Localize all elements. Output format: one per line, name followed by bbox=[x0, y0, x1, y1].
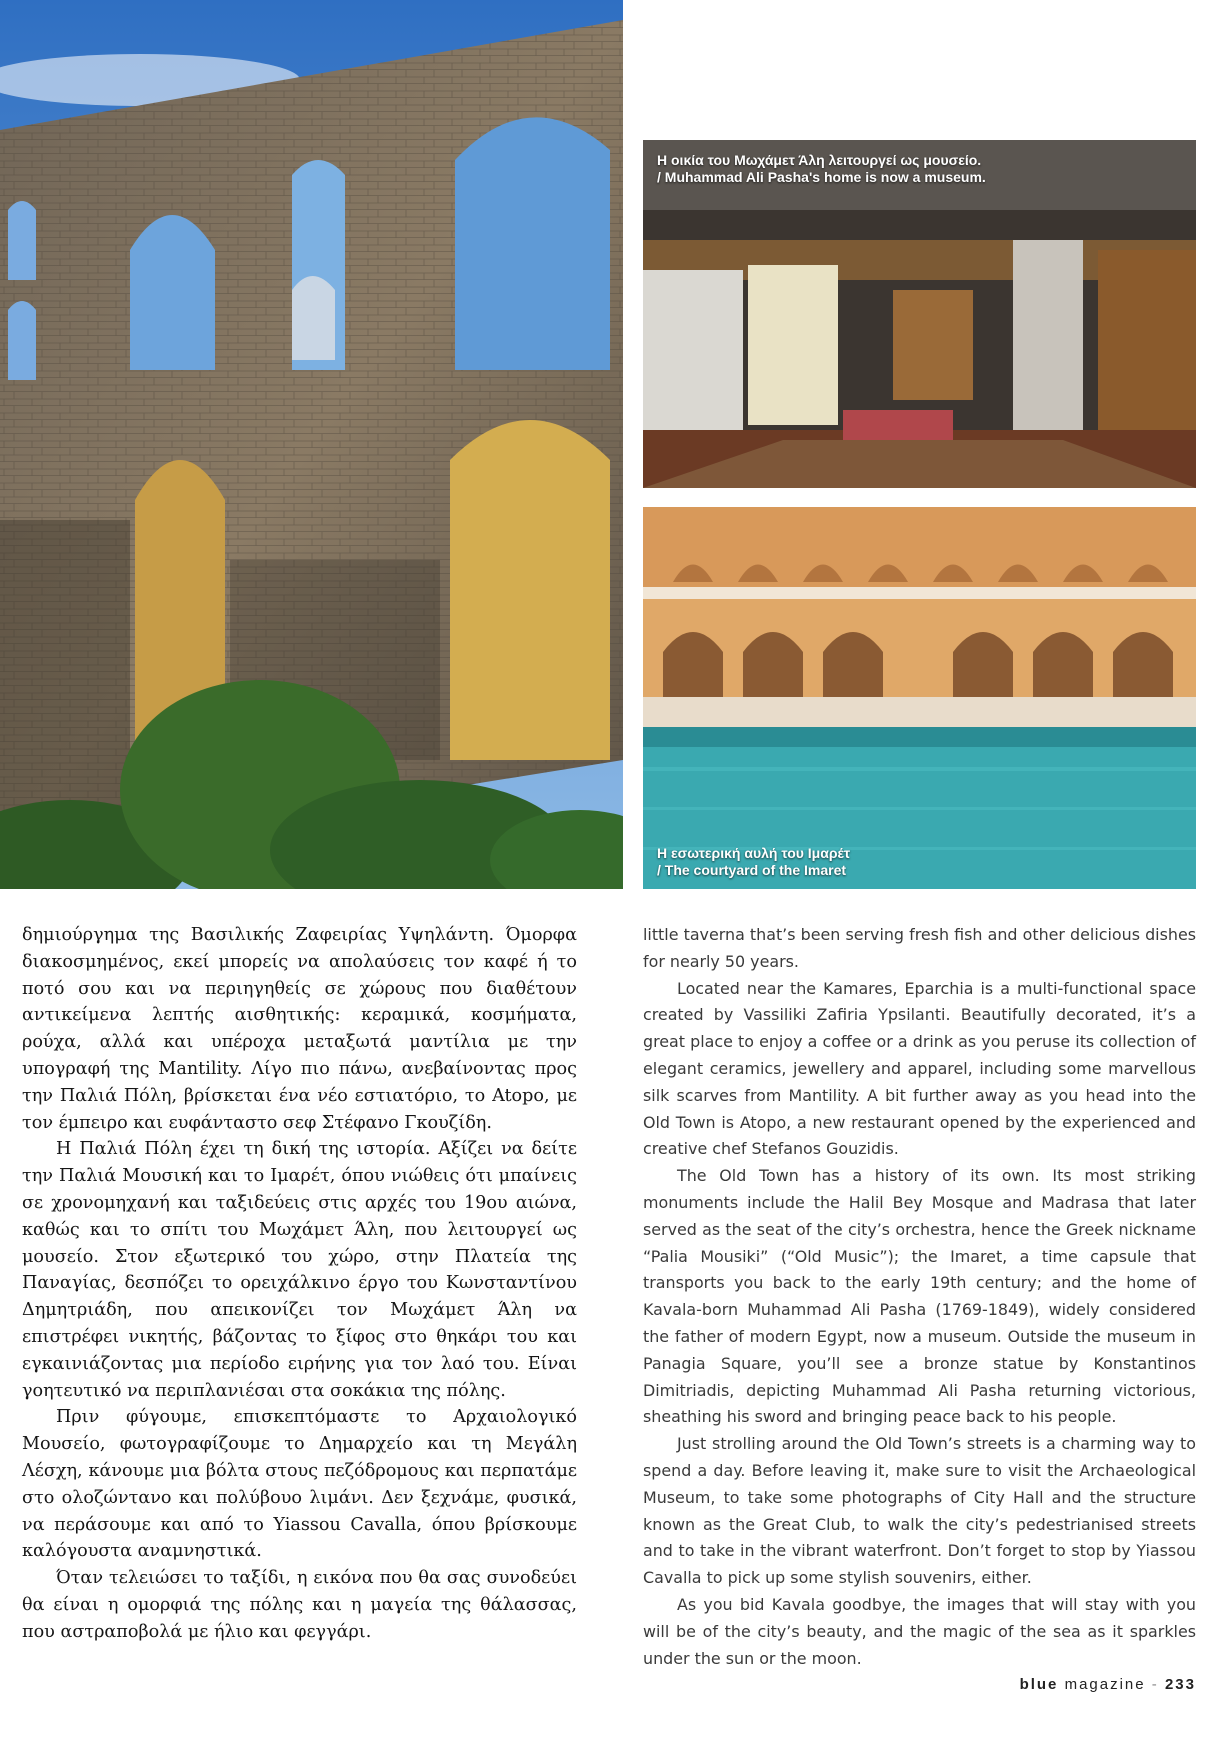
museum-caption: Η οικία του Μωχάμετ Άλη λειτουργεί ως μουσείο. / Muhammad Ali Pasha's home is now a museum. bbox=[657, 152, 986, 185]
courtyard-photo bbox=[643, 507, 1196, 889]
greek-paragraph: Η Παλιά Πόλη έχει τη δική της ιστορία. Αξίζει να δείτε την Παλιά Μουσική και το Ιμαρέτ, όπου νιώθεις ότι μπαίνεις σε χρονομηχανή και ταξιδεύεις στις αρχές του 19ου αιώνα, καθώς και το σπίτι του Μωχάμετ Άλη, που λειτουργεί ως μουσείο. Στον εξωτερικό του χώρο, στην Πλατεία της Παναγίας, δεσπόζει το ορειχάλκινο έργο του Κωνσταντίνου Δημητριάδη, που απεικονίζει τον Μωχάμετ Άλη να επιστρέφει νικητής, βάζοντας το ξίφος στο θηκάρι του και εγκαινιάζοντας μια περίοδο ειρήνης για τον λαό του. Είναι γοητευτικό να περιπλανιέσαι στα σοκάκια της πόλης. bbox=[22, 1139, 577, 1401]
greek-paragraph: Πριν φύγουμε, επισκεπτόμαστε το Αρχαιολογικό Μουσείο, φωτογραφίζουμε το Δημαρχείο και τη Μεγάλη Λέσχη, κάνουμε μια βόλτα στους πεζόδρομους και περπατάμε στο ολοζώντανο και πολύβουο λιμάνι. Δεν ξεχνάμε, φυσικά, να περάσουμε και από το Yiassou Cavalla, όπου βρίσκουμε καλόγουστα αναμνηστικά. bbox=[22, 1407, 577, 1562]
english-paragraph: The Old Town has a history of its own. Its most striking monuments include the Halil Bey Mosque and Madrasa that later served as the seat of the city’s orchestra, hence the Greek nickname “Palia Mousiki” (“Old Music”); the Imaret, a time capsule that transports you back to the early 19th century; and the home of Kavala-born Muhammad Ali Pasha (1769-1849), widely considered the father of modern Egypt, now a museum. Outside the museum in Panagia Square, you’ll see a bronze statue by Konstantinos Dimitriadis, depicting Muhammad Ali Pasha returning victorious, sheathing his sword and bringing peace back to his people. bbox=[643, 1166, 1196, 1427]
english-paragraph: little taverna that’s been serving fresh fish and other delicious dishes for nearly 50 years. bbox=[643, 925, 1196, 971]
magazine-brand: blue bbox=[1019, 1676, 1059, 1693]
courtyard-caption: Η εσωτερική αυλή του Ιμαρέτ / The courtyard of the Imaret bbox=[657, 845, 851, 878]
page-footer bbox=[1020, 1676, 1196, 1693]
english-paragraph: As you bid Kavala goodbye, the images that will stay with you will be of the city’s beauty, and the magic of the sea as it sparkles under the sun or the moon. bbox=[643, 1594, 1196, 1668]
english-paragraph: Just strolling around the Old Town’s streets is a charming way to spend a day. Before leaving it, make sure to visit the Archaeological Museum, to take some photographs of City Hall and the structure known as the Great Club, to walk the city’s pedestrianised streets and to take in the vibrant waterfront. Don’t forget to stop by Yiassou Cavalla to pick up some stylish souvenirs, either. bbox=[643, 1434, 1196, 1588]
aqueduct-photo bbox=[0, 0, 623, 889]
english-text-column bbox=[643, 922, 1196, 1672]
greek-paragraph: δημιούργημα της Βασιλικής Ζαφειρίας Υψηλάντη. Όμορφα διακοσμημένος, εκεί μπορείς να απολαύσεις τον καφέ ή το ποτό σου και να περιηγηθείς σε χώρους που διαθέτουν αντικείμενα λεπτής αισθητικής: κεραμικά, κοσμήματα, ρούχα, αλλά και υπέροχα μεταξωτά μαντίλια με την υπογραφή της Mantility. Λίγο πιο πάνω, ανεβαίνοντας προς την Παλιά Πόλη, βρίσκεται ένα νέο εστιατόριο, το Atopo, με τον έμπειρο και ευφάνταστο σεφ Στέφανο Γκουζίδη. bbox=[22, 925, 577, 1133]
page-number: 233 bbox=[1164, 1676, 1196, 1693]
english-paragraph: Located near the Kamares, Eparchia is a multi-functional space created by Vassiliki Zafiria Ypsilanti. Beautifully decorated, it’s a great place to enjoy a coffee or a drink as you peruse its collection of elegant ceramics, jewellery and apparel, including some marvellous silk scarves from Mantility. A bit further away as you head into the Old Town is Atopo, a new restaurant opened by the experienced and creative chef Stefanos Gouzidis. bbox=[643, 978, 1196, 1159]
magazine-word: magazine bbox=[1064, 1676, 1146, 1693]
footer-separator: - bbox=[1151, 1676, 1159, 1693]
greek-paragraph: Όταν τελειώσει το ταξίδι, η εικόνα που θα σας συνοδεύει θα είναι η ομορφιά της πόλης και η μαγεία της θάλασσας, που αστραποβολά με ήλιο και φεγγάρι. bbox=[22, 1568, 577, 1642]
greek-text-column bbox=[22, 922, 577, 1646]
museum-photo bbox=[643, 140, 1196, 488]
